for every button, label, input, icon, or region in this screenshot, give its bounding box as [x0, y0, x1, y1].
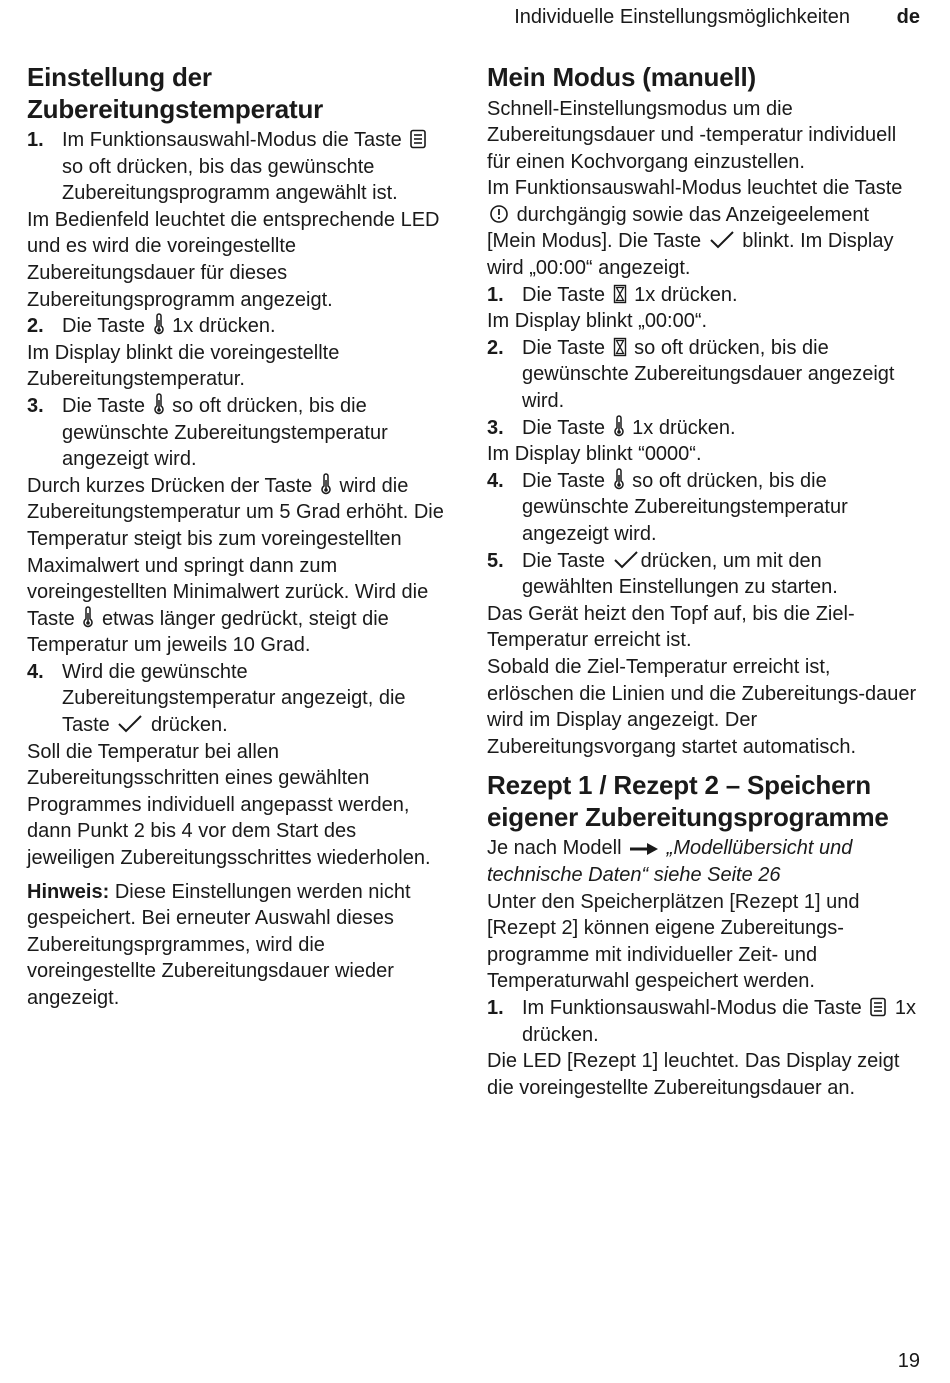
step-text: Die Taste	[522, 549, 606, 572]
step-number: 1.	[487, 283, 504, 306]
thermometer-icon	[320, 473, 332, 495]
left-note	[27, 879, 447, 1012]
step-text: so oft drücken, bis die gewünschte Zubereitungstemperatur angezeigt wird.	[62, 394, 388, 471]
step-text: Die Taste	[522, 469, 606, 492]
page-header	[0, 6, 950, 34]
step-number: 4.	[487, 469, 504, 492]
right-paragraph-heat: Das Gerät heizt den Topf auf, bis die Ziel-Temperatur erreicht ist.	[487, 602, 855, 652]
left-paragraph-repeat: Soll die Temperatur bei allen Zubereitungsschritten eines gewählten Programmes individuell angepasst werden, dann Punkt 2 bis 4 vor dem Start des jeweiligen Zubereitungsschrittes wiederholen.	[27, 740, 431, 870]
right-step-5	[487, 548, 917, 601]
right-paragraph-intro: Schnell-Einstellungsmodus um die Zubereitungsdauer und -temperatur individuell für einen Kochvorgang einzustellen.	[487, 97, 897, 173]
right-paragraph-blink-temp: Im Display blinkt “0000“.	[487, 443, 702, 466]
right-paragraph-storage: Unter den Speicherplätzen [Rezept 1] und [Rezept 2] können eigene Zubereitungs-programme mit individueller Zeit- und Temperaturwahl gespeichert werden.	[487, 890, 860, 993]
paragraph-text: durchgängig sowie das Anzeigeelement [Mein Modus]. Die Taste	[487, 203, 870, 253]
step-number: 2.	[27, 315, 44, 338]
hourglass-icon	[613, 337, 627, 357]
step-text: Die Taste	[62, 315, 146, 338]
right-paragraph-mode	[487, 175, 917, 281]
header-section-title: Individuelle Einstellungsmöglichkeiten	[514, 6, 850, 28]
cross-reference-link[interactable]: „Modellübersicht und technische Daten“ siehe Seite 26	[487, 837, 853, 886]
step-text: Im Funktionsauswahl-Modus die Taste	[522, 996, 862, 1019]
check-icon	[709, 230, 735, 250]
menu-icon	[409, 129, 427, 149]
left-step-2	[27, 313, 447, 340]
paragraph-text: Durch kurzes Drücken der Taste	[27, 474, 313, 497]
step-text: Die Taste	[522, 336, 606, 359]
right-step-1	[487, 282, 917, 309]
step-text: Wird die gewünschte Zubereitungstemperatur angezeigt, die Taste	[62, 660, 406, 737]
thermometer-icon	[82, 606, 94, 628]
left-step-4	[27, 659, 447, 739]
right-paragraph-recipe-led: Die LED [Rezept 1] leuchtet. Das Display zeigt die voreingestellte Zubereitungsdauer an.	[487, 1050, 900, 1099]
thermometer-icon	[613, 415, 625, 437]
step-text: Im Funktionsauswahl-Modus die Taste	[62, 129, 402, 151]
menu-icon	[869, 997, 887, 1017]
right-step-2	[487, 335, 917, 415]
right-paragraph-model	[487, 835, 917, 888]
thermometer-icon	[613, 468, 625, 490]
step-text: so oft drücken, bis das gewünschte Zubereitungsprogramm angewählt ist.	[62, 155, 398, 205]
step-number: 3.	[27, 394, 44, 417]
page-number: 19	[897, 1350, 920, 1372]
left-paragraph-display: Im Display blinkt die voreingestellte Zubereitungstemperatur.	[27, 341, 340, 391]
note-text: Diese Einstellungen werden nicht gespeichert. Bei erneuter Auswahl dieses Zubereitungsprgrammes, wird die voreingestellte Zubereitungsdauer wieder angezeigt.	[27, 880, 411, 1009]
left-paragraph-led: Im Bedienfeld leuchtet die entsprechende LED und es wird die voreingestellte Zubereitungsdauer für dieses Zubereitungsprogramm angezeigt.	[27, 208, 440, 311]
right-step-4	[487, 468, 917, 548]
paragraph-text: Je nach Modell	[487, 837, 622, 860]
left-step-3	[27, 393, 447, 473]
step-text: drücken, um mit den gewählten Einstellungen zu starten.	[522, 549, 838, 599]
left-section-title: Einstellung der Zubereitungstemperatur	[27, 62, 324, 124]
step-text: drücken.	[150, 714, 228, 737]
step-text: Die Taste	[522, 283, 606, 306]
power-icon	[489, 204, 509, 224]
note-label: Hinweis:	[27, 880, 110, 903]
right-paragraph-start: Sobald die Ziel-Temperatur erreicht ist, erlöschen die Linien und die Zubereitungs-dauer wird im Display angezeigt. Der Zubereitungsvorgang startet automatisch.	[487, 655, 917, 758]
left-step-1	[27, 127, 447, 207]
right-section-title: Mein Modus (manuell)	[487, 62, 757, 92]
check-icon	[613, 550, 639, 570]
left-paragraph-press	[27, 473, 447, 659]
check-icon	[117, 714, 143, 734]
step-text: Die Taste	[62, 394, 146, 417]
paragraph-text: wird die Zubereitungstemperatur um 5 Grad erhöht. Die Temperatur steigt bis zum voreingestellten Maximalwert und springt dann zum voreingestellten Minimalwert zurück. Wird die Taste	[27, 474, 444, 630]
paragraph-text: blinkt. Im Display wird „00:00“ angezeigt.	[487, 230, 894, 280]
step-number: 5.	[487, 549, 504, 572]
step-text: 1x drücken.	[634, 283, 738, 306]
step-number: 1.	[27, 129, 44, 151]
step-text: so oft drücken, bis die gewünschte Zubereitungstemperatur angezeigt wird.	[522, 469, 848, 545]
step-text: so oft drücken, bis die gewünschte Zubereitungsdauer angezeigt wird.	[522, 336, 895, 413]
step-number: 2.	[487, 336, 504, 359]
arrow-icon	[629, 841, 659, 857]
step-text: 1x drücken.	[632, 416, 736, 439]
left-column	[27, 62, 447, 1012]
thermometer-icon	[153, 393, 165, 415]
thermometer-icon	[153, 313, 165, 335]
right-paragraph-blink-time: Im Display blinkt „00:00“.	[487, 310, 708, 333]
right-section-title-recipes: Rezept 1 / Rezept 2 – Speichern eigener Zubereitungsprogramme	[487, 770, 889, 832]
step-number: 1.	[487, 996, 504, 1019]
step-text: Die Taste	[522, 416, 606, 439]
right-step-6	[487, 995, 917, 1048]
paragraph-text: etwas länger gedrückt, steigt die Temperatur um jeweils 10 Grad.	[27, 607, 389, 657]
right-column	[487, 62, 917, 1101]
right-step-3	[487, 415, 917, 442]
header-language-code: de	[896, 6, 920, 28]
step-number: 3.	[487, 416, 504, 439]
step-text: 1x drücken.	[522, 996, 917, 1046]
step-text: 1x drücken.	[172, 315, 276, 338]
paragraph-text: Im Funktionsauswahl-Modus leuchtet die Taste	[487, 177, 903, 200]
step-number: 4.	[27, 660, 44, 683]
hourglass-icon	[613, 284, 627, 304]
